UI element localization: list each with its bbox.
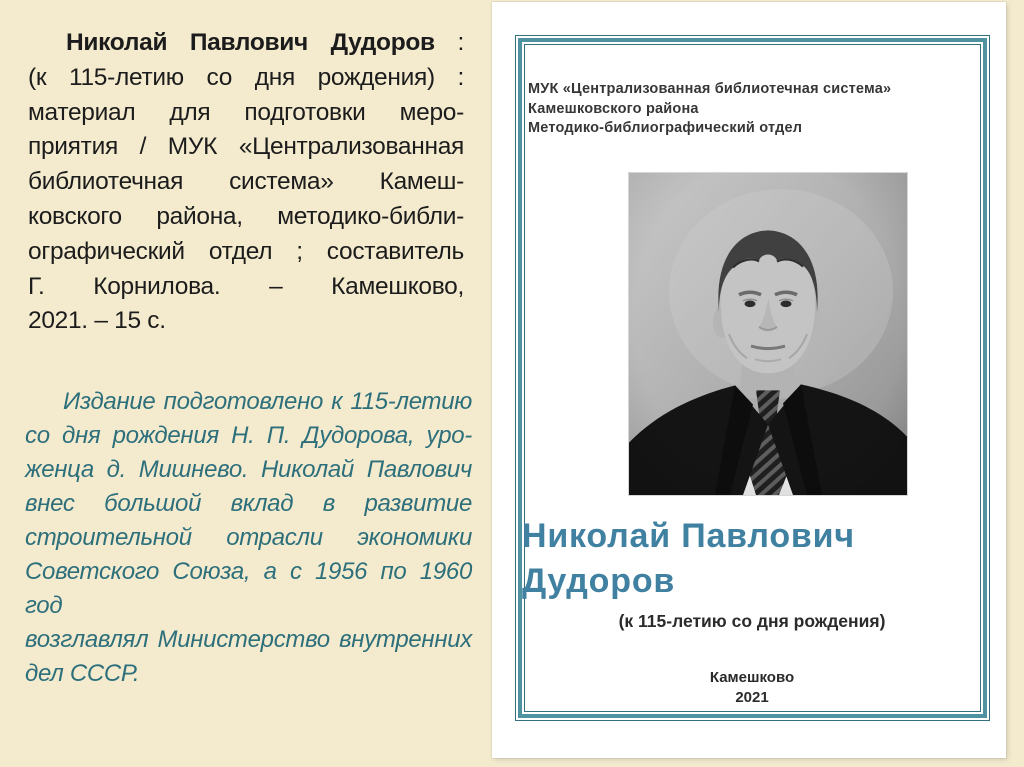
text-line: строительной отрасли экономики [25, 524, 472, 551]
text-line: женца д. Мишнево. Николай Павлович [25, 456, 472, 483]
text-line: Дудоров [522, 562, 676, 600]
text-line: ковского района, методико-библи- [28, 202, 464, 230]
text-line: Советского Союза, а с 1956 по 1960 год [25, 558, 472, 619]
text-line: материал для подготовки меро- [28, 98, 464, 126]
cover-imprint-place: Камешково [709, 669, 795, 686]
annotation-text [25, 385, 472, 691]
text-line: 2021. – 15 с. [28, 307, 166, 335]
text-line: возглавлял Министерство внутренних [25, 626, 472, 653]
cover-imprint-year: 2021 [735, 689, 769, 706]
text-line: внес большой вклад в развитие [25, 490, 472, 517]
text-line: Камешковского района [528, 100, 699, 117]
text-line: приятия / МУК «Централизованная [28, 133, 464, 161]
text-line: со дня рождения Н. П. Дудорова, уро- [25, 422, 472, 449]
text-line: библиотечная система» Камеш- [28, 168, 464, 196]
text-line: Издание подготовлено к 115-летию [63, 388, 472, 415]
text-line: Николай Павлович [522, 517, 855, 555]
text-line: дел СССР. [25, 660, 140, 687]
cover-publisher-header [528, 80, 976, 139]
text-line: (к 115-летию со дня рождения) : [28, 63, 464, 91]
text-line: МУК «Централизованная библиотечная система» [528, 81, 892, 97]
text-line: Методико-библиографический отдел [528, 120, 803, 136]
text-line: ографический отдел ; составитель [28, 237, 464, 265]
portrait-illustration [629, 173, 907, 495]
bibliographic-citation [28, 26, 464, 339]
text-line: Николай Павлович Дудоров : [66, 29, 464, 56]
cover-subtitle: (к 115-летию со дня рождения) [618, 611, 886, 631]
portrait-photo [628, 172, 908, 496]
text-line: Г. Корнилова. – Камешково, [28, 272, 464, 300]
cover-imprint [522, 668, 982, 708]
cover-title [522, 514, 982, 604]
book-cover [492, 2, 1006, 758]
